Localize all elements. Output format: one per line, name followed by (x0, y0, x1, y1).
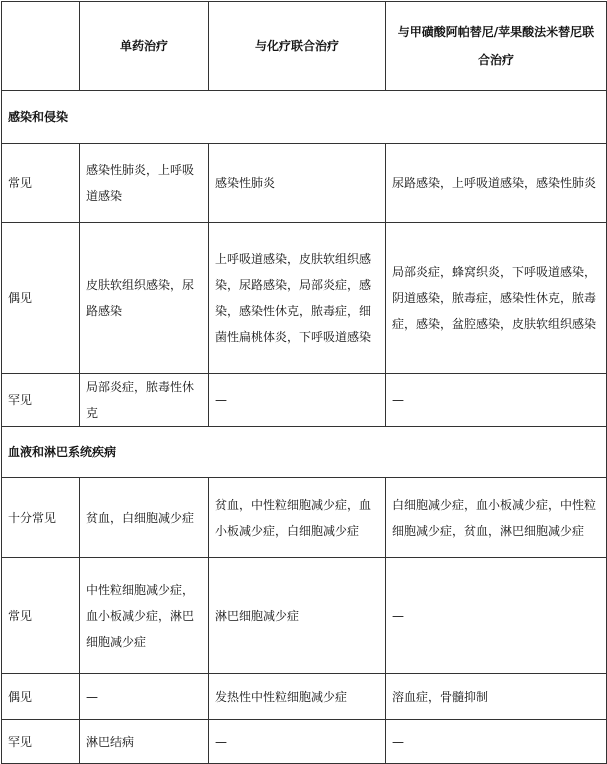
monotherapy-cell: 中性粒细胞减少症，血小板减少症，淋巴细胞减少症 (80, 558, 209, 674)
combo-cell: — (386, 720, 607, 764)
frequency-cell: 十分常见 (2, 478, 80, 558)
frequency-cell: 常见 (2, 558, 80, 674)
chemo-cell: 感染性肺炎 (209, 144, 386, 223)
monotherapy-cell: — (80, 674, 209, 720)
frequency-cell: 罕见 (2, 720, 80, 764)
adverse-reactions-table (1, 1, 607, 764)
table-row (2, 558, 607, 674)
chemo-cell: — (209, 374, 386, 427)
combo-cell: 溶血症，骨髓抑制 (386, 674, 607, 720)
header-apatinib-famitinib-combination: 与甲磺酸阿帕替尼/苹果酸法米替尼联合治疗 (386, 2, 607, 91)
combo-cell: 白细胞减少症，血小板减少症，中性粒细胞减少症，贫血，淋巴细胞减少症 (386, 478, 607, 558)
monotherapy-cell: 贫血，白细胞减少症 (80, 478, 209, 558)
section-row (2, 427, 607, 478)
combo-cell: — (386, 374, 607, 427)
combo-cell: 局部炎症，蜂窝织炎，下呼吸道感染，阴道感染，脓毒症，感染性休克，脓毒症，感染，盆腔感染，皮肤软组织感染 (386, 223, 607, 374)
table-row (2, 674, 607, 720)
chemo-cell: 贫血，中性粒细胞减少症，血小板减少症，白细胞减少症 (209, 478, 386, 558)
chemo-cell: 发热性中性粒细胞减少症 (209, 674, 386, 720)
monotherapy-cell: 淋巴结病 (80, 720, 209, 764)
monotherapy-cell: 感染性肺炎，上呼吸道感染 (80, 144, 209, 223)
table-row (2, 374, 607, 427)
frequency-cell: 罕见 (2, 374, 80, 427)
combo-cell: — (386, 558, 607, 674)
section-title: 感染和侵染 (2, 91, 607, 144)
header-frequency (2, 2, 80, 91)
frequency-cell: 偶见 (2, 223, 80, 374)
table-row (2, 478, 607, 558)
header-chemo-combination: 与化疗联合治疗 (209, 2, 386, 91)
chemo-cell: 淋巴细胞减少症 (209, 558, 386, 674)
header-monotherapy: 单药治疗 (80, 2, 209, 91)
monotherapy-cell: 皮肤软组织感染，尿路感染 (80, 223, 209, 374)
chemo-cell: — (209, 720, 386, 764)
section-title: 血液和淋巴系统疾病 (2, 427, 607, 478)
table-row (2, 144, 607, 223)
table-row (2, 720, 607, 764)
section-row (2, 91, 607, 144)
chemo-cell: 上呼吸道感染，皮肤软组织感染，尿路感染，局部炎症，感染，感染性休克，脓毒症，细菌性扁桃体炎，下呼吸道感染 (209, 223, 386, 374)
frequency-cell: 偶见 (2, 674, 80, 720)
table-row (2, 223, 607, 374)
header-row (2, 2, 607, 91)
monotherapy-cell: 局部炎症，脓毒性休克 (80, 374, 209, 427)
frequency-cell: 常见 (2, 144, 80, 223)
combo-cell: 尿路感染，上呼吸道感染，感染性肺炎 (386, 144, 607, 223)
